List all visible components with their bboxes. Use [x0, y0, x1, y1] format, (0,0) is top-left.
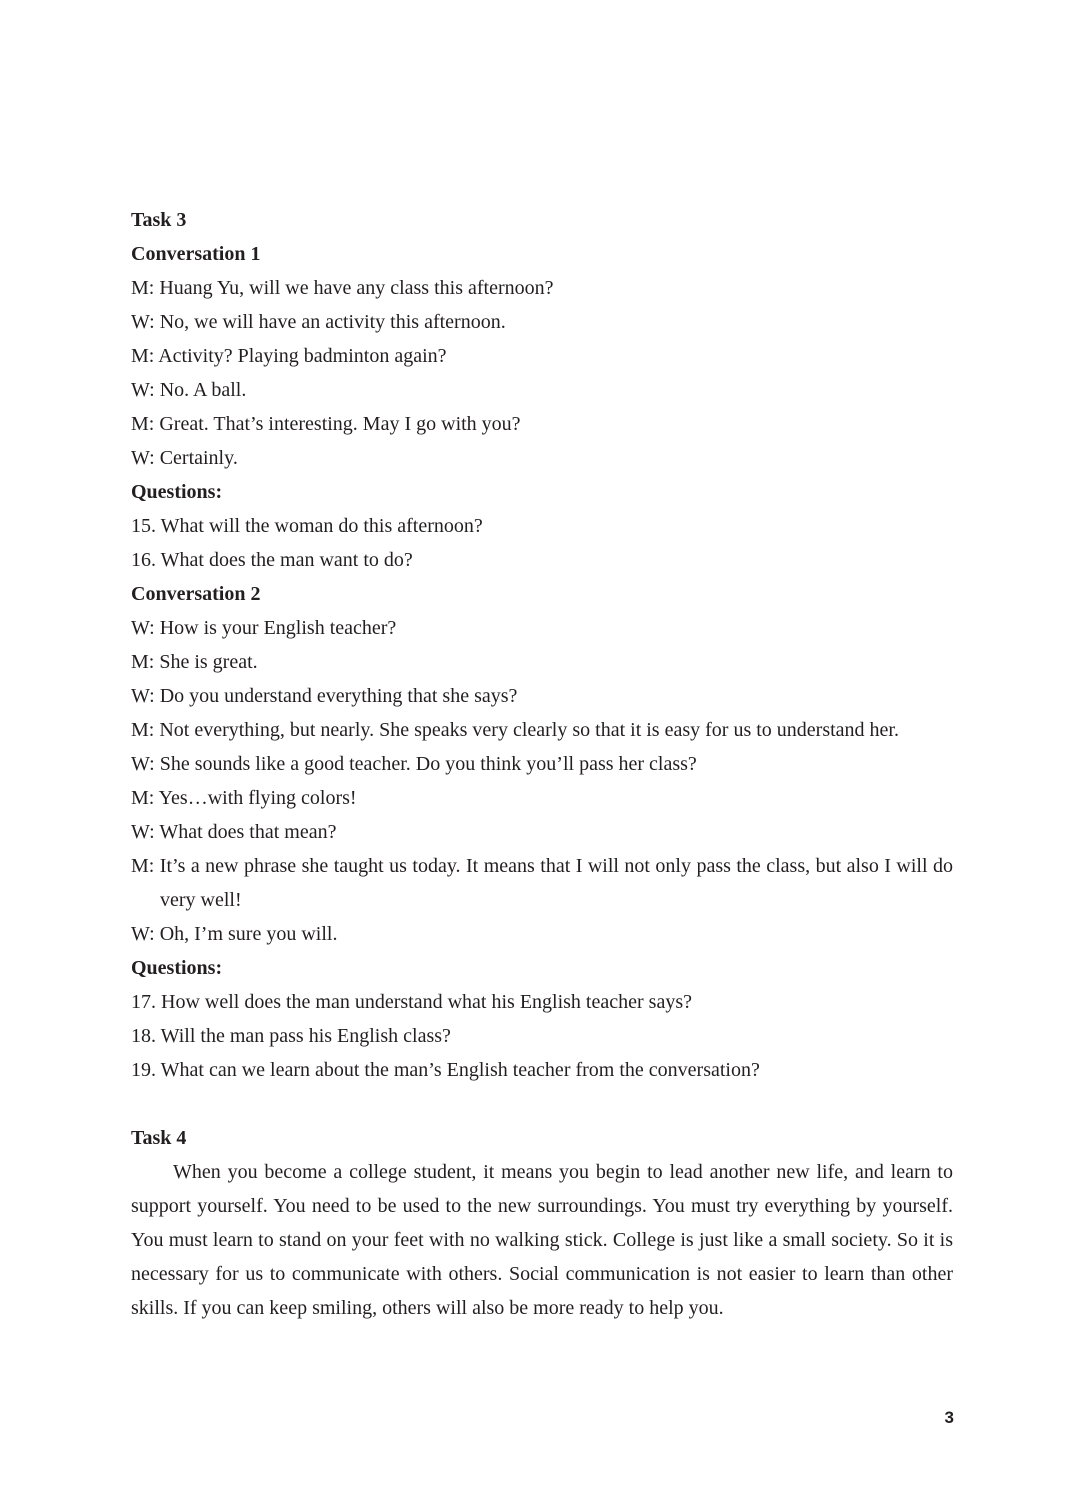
conversation2-heading: Conversation 2 — [131, 583, 261, 605]
question-item: 15. What will the woman do this afternoon? — [131, 515, 483, 537]
conversation1-heading: Conversation 1 — [131, 243, 261, 265]
dialogue-line: M: Activity? Playing badminton again? — [131, 345, 447, 367]
question-item: 16. What does the man want to do? — [131, 549, 413, 571]
dialogue-line: M: She is great. — [131, 651, 258, 673]
task4-heading: Task 4 — [131, 1127, 187, 1149]
dialogue-line: W: What does that mean? — [131, 821, 337, 843]
dialogue-line: M: Not everything, but nearly. She speaks very clearly so that it is easy for us to understand her. — [131, 719, 899, 741]
section-spacer — [131, 1087, 953, 1121]
dialogue-line: W: Do you understand everything that she says? — [131, 685, 518, 707]
page-number: 3 — [944, 1408, 954, 1427]
dialogue-line: W: No, we will have an activity this afternoon. — [131, 311, 506, 333]
dialogue-line: M: It’s a new phrase she taught us today. It means that I will not only pass the class, but also I will do very well! — [131, 855, 953, 911]
page-content — [131, 203, 953, 1325]
questions-heading: Questions: — [131, 481, 223, 503]
task4-paragraph: When you become a college student, it means you begin to lead another new life, and learn to support yourself. You need to be used to the new surroundings. You must try everything by yourself. You must learn to stand on your feet with no walking stick. College is just like a small society. So it is necessary for us to communicate with others. Social communication is not easier to learn than other skills. If you can keep smiling, others will also be more ready to help you. — [131, 1161, 953, 1319]
dialogue-line: M: Yes…with flying colors! — [131, 787, 357, 809]
dialogue-line: M: Huang Yu, will we have any class this afternoon? — [131, 277, 554, 299]
task3-heading: Task 3 — [131, 209, 187, 231]
questions-heading: Questions: — [131, 957, 223, 979]
dialogue-line: W: Oh, I’m sure you will. — [131, 923, 338, 945]
dialogue-line: W: Certainly. — [131, 447, 238, 469]
question-item: 17. How well does the man understand what his English teacher says? — [131, 991, 692, 1013]
dialogue-line: M: Great. That’s interesting. May I go with you? — [131, 413, 521, 435]
dialogue-line: W: How is your English teacher? — [131, 617, 397, 639]
dialogue-line: W: No. A ball. — [131, 379, 247, 401]
question-item: 19. What can we learn about the man’s English teacher from the conversation? — [131, 1059, 760, 1081]
question-item: 18. Will the man pass his English class? — [131, 1025, 451, 1047]
dialogue-line: W: She sounds like a good teacher. Do you think you’ll pass her class? — [131, 753, 697, 775]
